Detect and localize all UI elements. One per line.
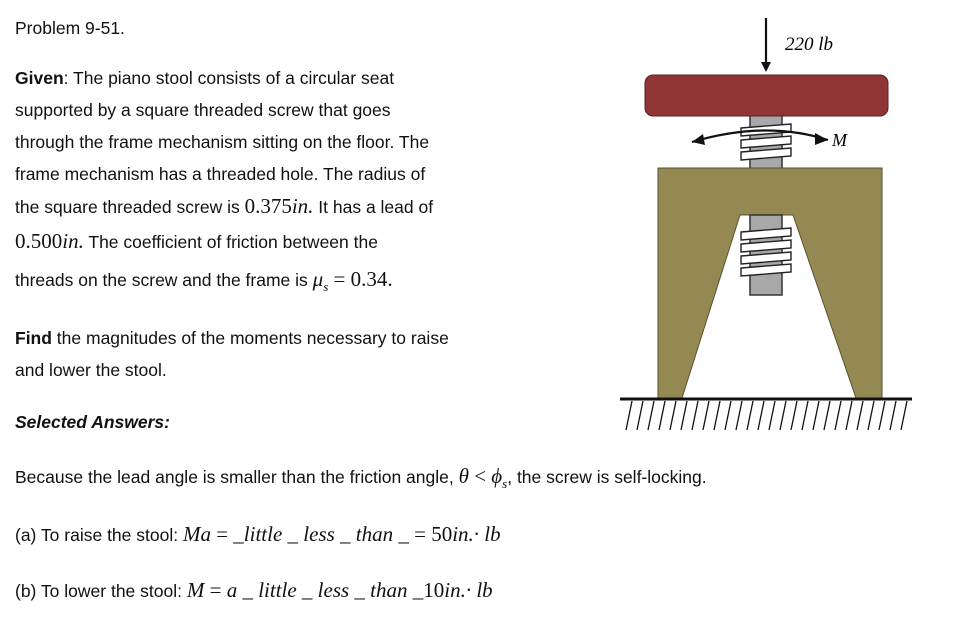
answer-b-label: (b) To lower the stool: <box>15 581 187 601</box>
given-label: Given <box>15 68 64 88</box>
mu-period: . <box>387 267 393 291</box>
answer-a-unit: in.· lb <box>452 522 501 546</box>
radius-unit: in. <box>291 194 314 218</box>
mu-equals: = <box>328 267 351 291</box>
answer-b-unit: in.· lb <box>444 578 493 602</box>
statement-pre: Because the lead angle is smaller than the friction angle, <box>15 467 459 487</box>
given-text-4: frame mechanism has a threaded hole. The radius of <box>15 164 426 184</box>
find-text-2: and lower the stool. <box>15 360 167 380</box>
mu-value: 0.34 <box>350 267 388 291</box>
answer-a-text: little _ less _ than _ <box>243 522 409 546</box>
given-text-1: The piano stool consists of a circular seat <box>68 68 395 88</box>
circular-seat <box>645 75 888 116</box>
moment-arrow-head-left <box>692 134 705 145</box>
answers-heading-text: Selected Answers: <box>15 412 170 432</box>
answer-a-label: (a) To raise the stool: <box>15 525 183 545</box>
given-text-6-post: The coefficient of friction between the <box>83 232 378 252</box>
moment-label: M <box>832 130 847 150</box>
moment-arrow-head-right <box>815 133 828 145</box>
answer-b-value: 10 <box>423 578 445 602</box>
phi-symbol: ϕ <box>491 464 503 488</box>
radius-value: 0.375 <box>244 194 292 218</box>
problem-title-text: Problem 9-51. <box>15 18 125 38</box>
answer-a-mid: = _ <box>210 522 244 546</box>
given-text-3: through the frame mechanism sitting on the floor. The <box>15 132 430 152</box>
given-colon: : <box>63 68 69 88</box>
answer-a-eq: = <box>408 522 432 546</box>
statement-post: , the screw is self-locking. <box>507 467 707 487</box>
lead-unit: in. <box>62 229 84 253</box>
answer-b-eq: = <box>204 578 227 602</box>
theta-symbol: θ <box>458 464 469 488</box>
given-text-7-pre: threads on the screw and the frame is <box>15 270 313 290</box>
answer-b-text: a _ little _ less _ than _ <box>226 578 424 602</box>
less-than-sign: < <box>468 464 492 488</box>
mu-symbol: μ <box>312 267 324 291</box>
mu-subscript: s <box>323 279 329 294</box>
answer-b-var: M <box>186 578 205 602</box>
lead-value: 0.500 <box>15 229 63 253</box>
find-label: Find <box>15 328 52 348</box>
find-text-1: the magnitudes of the moments necessary to raise <box>51 328 449 348</box>
load-label: 220 lb <box>785 34 834 55</box>
ground-hatching <box>626 401 907 430</box>
given-text-5-pre: the square threaded screw is <box>15 197 245 217</box>
given-text-5-post: It has a lead of <box>313 197 434 217</box>
answer-a-var: Ma <box>182 522 211 546</box>
phi-subscript: s <box>502 476 508 491</box>
answer-a-value: 50 <box>431 522 453 546</box>
given-text-2: supported by a square threaded screw that goes <box>15 100 391 120</box>
